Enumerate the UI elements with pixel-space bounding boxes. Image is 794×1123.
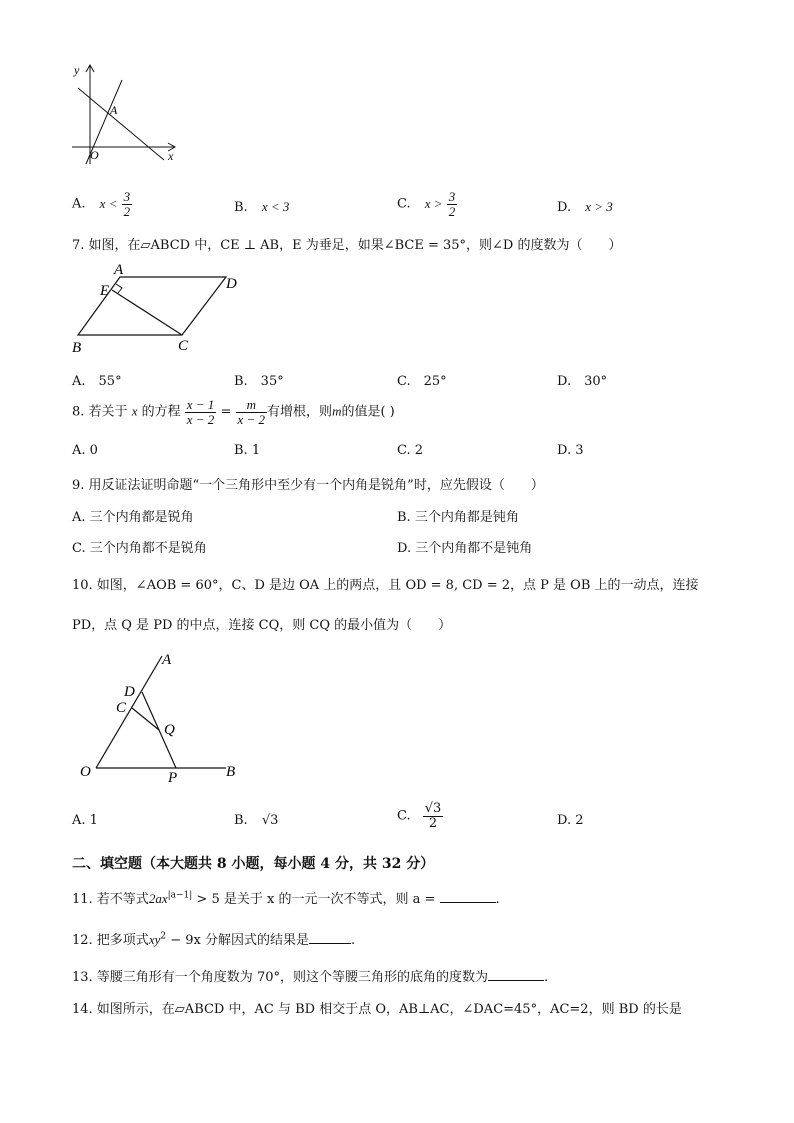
section-2-title: 二、填空题（本大题共 8 小题，每小题 4 分，共 32 分） bbox=[72, 856, 435, 872]
q9-option-a[interactable]: A. 三个内角都是锐角 bbox=[72, 510, 194, 525]
q10-stem-line2: PD，点 Q 是 PD 的中点，连接 CQ，则 CQ 的最小值为（ ） bbox=[72, 618, 452, 633]
label-q: Q bbox=[164, 722, 175, 738]
point-a-label: A bbox=[110, 103, 118, 117]
q8-option-a[interactable]: A. 0 bbox=[72, 443, 98, 458]
q12-stem: 12. 把多项式$xy^2 - 9x$ 分解因式的结果是 . bbox=[72, 931, 356, 948]
q8-lhs-fraction: $\frac{x - 1}{x - 2}$ bbox=[186, 397, 215, 427]
q7-parallelogram-figure bbox=[68, 262, 248, 356]
q7-option-c[interactable]: C. 25° bbox=[397, 374, 447, 389]
q7-stem: 7. 如图，在▱ABCD 中，CE ⊥ AB，E 为垂足，如果∠BCE = 35°，则∠D 的度数为（ ） bbox=[72, 238, 622, 253]
q6-option-a[interactable]: A. x < $\frac{3}{2}$ bbox=[72, 189, 131, 219]
q10-option-c[interactable]: C. $\frac{√3}{2}$ bbox=[397, 801, 442, 831]
coordinate-figure bbox=[64, 60, 184, 170]
q13-answer-blank[interactable] bbox=[488, 979, 544, 981]
q9-option-b[interactable]: B. 三个内角都是钝角 bbox=[397, 510, 519, 525]
label-a: A bbox=[162, 652, 172, 668]
q6-fraction-a: $\frac{3}{2}$ bbox=[123, 189, 131, 219]
segment-cq bbox=[132, 708, 159, 730]
label-p: P bbox=[168, 770, 178, 786]
q10-option-b[interactable]: B. √3 bbox=[234, 813, 279, 828]
q9-stem: 9. 用反证法证明命题“一个三角形中至少有一个内角是锐角”时，应先假设（ ） bbox=[72, 478, 544, 493]
x-label: x bbox=[168, 149, 174, 163]
q6-fraction-c: $\frac{3}{2}$ bbox=[448, 189, 456, 219]
q11-stem: 11. 若不等式$2ax^{|a-1|} > 5$ 是关于 x 的一元一次不等式，则 a = . bbox=[72, 890, 500, 907]
y-label: y bbox=[74, 63, 80, 77]
q10-option-d[interactable]: D. 2 bbox=[557, 813, 584, 828]
label-e: E bbox=[100, 283, 110, 299]
q13-stem: 13. 等腰三角形有一个角度数为 70°，则这个等腰三角形的底角的度数为 . bbox=[72, 970, 549, 985]
q10-fraction-c: $\frac{√3}{2}$ bbox=[424, 801, 442, 831]
q9-option-d[interactable]: D. 三个内角都不是钝角 bbox=[397, 541, 533, 556]
q7-option-a[interactable]: A. 55° bbox=[72, 374, 122, 389]
q8-option-d[interactable]: D. 3 bbox=[557, 443, 584, 458]
q8-stem: 8. 若关于 x 的方程 $\frac{x - 1}{x - 2}$ = $\frac{m}{x - 2}$ 有增根，则m的值是( ) bbox=[72, 397, 395, 427]
segment-ce bbox=[112, 290, 182, 335]
q11-answer-blank[interactable] bbox=[440, 901, 496, 903]
label-c: C bbox=[178, 338, 189, 354]
q6-option-d[interactable]: D. x > 3 bbox=[557, 199, 613, 215]
label-o: O bbox=[80, 764, 91, 780]
label-a: A bbox=[114, 262, 124, 278]
q8-rhs-fraction: $\frac{m}{x - 2}$ bbox=[237, 397, 266, 427]
q12-answer-blank[interactable] bbox=[309, 942, 351, 944]
q6-option-c[interactable]: C. x > $\frac{3}{2}$ bbox=[397, 189, 456, 219]
q9-option-c[interactable]: C. 三个内角都不是锐角 bbox=[72, 541, 207, 556]
ray-oa bbox=[96, 656, 162, 768]
label-b: B bbox=[72, 340, 82, 356]
q6-option-b[interactable]: B. x < 3 bbox=[234, 199, 290, 215]
q10-stem-line1: 10. 如图，∠AOB = 60°，C、D 是边 OA 上的两点，且 OD = 8, CD = 2，点 P 是 OB 上的一动点，连接 bbox=[72, 578, 699, 593]
label-d: D bbox=[124, 684, 135, 700]
q10-angle-figure bbox=[76, 648, 246, 788]
q10-option-a[interactable]: A. 1 bbox=[72, 813, 98, 828]
label-c: C bbox=[116, 700, 127, 716]
q7-option-b[interactable]: B. 35° bbox=[234, 374, 284, 389]
label-b: B bbox=[226, 764, 236, 780]
q8-option-b[interactable]: B. 1 bbox=[234, 443, 261, 458]
q14-stem: 14. 如图所示，在▱ABCD 中，AC 与 BD 相交于点 O，AB⊥AC，∠DAC=45°，AC=2，则 BD 的长是 bbox=[72, 1002, 682, 1017]
q7-option-d[interactable]: D. 30° bbox=[557, 374, 608, 389]
q8-option-c[interactable]: C. 2 bbox=[397, 443, 424, 458]
right-angle-mark bbox=[116, 284, 122, 293]
label-d: D bbox=[226, 276, 237, 292]
origin-label: O bbox=[90, 148, 99, 162]
